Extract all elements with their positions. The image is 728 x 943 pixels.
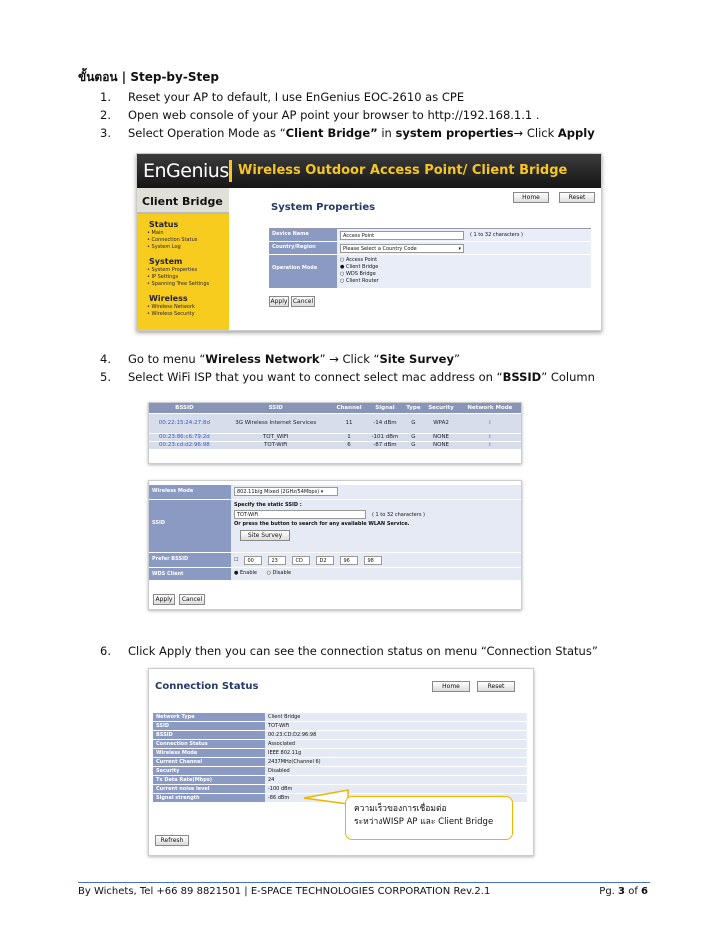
- table-row: Signal strength -86 dBm: [153, 794, 527, 803]
- sidebar-title: Client Bridge: [137, 188, 229, 214]
- page-title: Connection Status: [155, 681, 259, 692]
- steps-list-a: [100, 88, 595, 142]
- bssid-octet-input[interactable]: 96: [340, 556, 358, 565]
- refresh-button[interactable]: Refresh: [155, 835, 189, 846]
- radio-wds-bridge[interactable]: ○ WDS Bridge: [340, 271, 376, 277]
- site-survey-button[interactable]: Site Survey: [240, 530, 290, 541]
- site-survey-table: [149, 403, 521, 449]
- screenshot-site-survey: [148, 402, 522, 464]
- sidebar: [137, 188, 229, 331]
- footer-divider: [78, 882, 650, 883]
- step-4: 4. Go to menu “Wireless Network” → Click “Site Survey”: [100, 352, 460, 366]
- footer-text: By Wichets, Tel +66 89 8821501 | E-SPACE TECHNOLOGIES CORPORATION Rev.2.1: [78, 886, 491, 897]
- sidebar-item-ip-settings[interactable]: • IP Settings: [147, 274, 179, 280]
- chevron-down-icon: ▾: [320, 489, 324, 495]
- info-icon[interactable]: i: [459, 413, 521, 433]
- main-panel: [229, 188, 601, 330]
- step-2: 2. Open web console of your AP point your browser to http://192.168.1.1 .: [100, 108, 540, 122]
- sidebar-group-status: Status: [149, 220, 179, 229]
- country-select[interactable]: Please Select a Country Code ▾: [340, 244, 464, 253]
- sidebar-item-wireless-security[interactable]: • Wireless Security: [147, 311, 195, 317]
- table-row: Connection Status Associated: [153, 740, 527, 749]
- table-row: Current Channel 2437MHz(Channel 6): [153, 758, 527, 767]
- step-1: 1. Reset your AP to default, I use EnGenius EOC-2610 as CPE: [100, 90, 465, 104]
- screenshot-wireless-settings: [148, 480, 522, 610]
- sidebar-item-connection-status[interactable]: • Connection Status: [147, 237, 198, 243]
- table-row: Wireless Mode IEEE 802.11g: [153, 749, 527, 758]
- row-prefer-bssid: Prefer BSSID ☐ 00 23 CD D2 96 98: [149, 553, 521, 567]
- page-number: Pg. 3 of 6: [599, 886, 648, 897]
- row-operation-mode: Operation Mode ○ Access Point ● Client Bridge ○ WDS Bridge ○ Client Router: [269, 255, 591, 289]
- ssid-input[interactable]: TOT-WiFi: [234, 510, 366, 519]
- reset-button[interactable]: Reset: [559, 192, 595, 203]
- reset-button[interactable]: Reset: [477, 681, 515, 692]
- engenius-logo: EnGenius: [143, 160, 229, 182]
- home-button[interactable]: Home: [513, 192, 549, 203]
- steps-list-b: [100, 350, 595, 386]
- step-5: 5. Select WiFi ISP that you want to connect select mac address on “BSSID” Column: [100, 370, 595, 384]
- apply-button[interactable]: Apply: [270, 298, 288, 305]
- banner-title: Wireless Outdoor Access Point/ Client Bridge: [229, 160, 567, 182]
- home-button[interactable]: Home: [432, 681, 470, 692]
- bssid-octet-input[interactable]: CD: [292, 556, 310, 565]
- table-row: Security Disabled: [153, 767, 527, 776]
- sidebar-item-system-log[interactable]: • System Log: [147, 244, 181, 250]
- screenshot-system-properties: [136, 153, 602, 331]
- bssid-octet-input[interactable]: 23: [268, 556, 286, 565]
- step-6: 6. Click Apply then you can see the connection status on menu “Connection Status”: [100, 644, 598, 658]
- table-row: Network Type Client Bridge: [153, 713, 527, 722]
- sidebar-item-main[interactable]: • Main: [147, 230, 164, 236]
- system-properties-table: [269, 228, 591, 289]
- bssid-link[interactable]: 00:23:cd:d2:96:98: [149, 441, 220, 449]
- sidebar-item-wireless-network[interactable]: • Wireless Network: [147, 304, 195, 310]
- cancel-button[interactable]: Cancel: [292, 298, 314, 305]
- device-name-input[interactable]: Access Point: [340, 231, 464, 240]
- info-icon[interactable]: i: [459, 441, 521, 449]
- table-row: Tx Data Rate(Mbps) 24: [153, 776, 527, 785]
- speed-callout: ความเร็วของการเชื่อมต่อ ระหว่างWISP AP และ Client Bridge: [345, 796, 513, 840]
- cancel-button[interactable]: Cancel: [179, 594, 205, 605]
- radio-client-bridge[interactable]: ● Client Bridge: [340, 264, 379, 270]
- bssid-octet-input[interactable]: 98: [364, 556, 382, 565]
- bssid-octet-input[interactable]: 00: [244, 556, 262, 565]
- wireless-mode-select[interactable]: 802.11b/g Mixed (2GHz/54Mbps) ▾: [234, 487, 338, 496]
- bssid-link[interactable]: 00:23:86:c6:79:2d: [149, 433, 220, 441]
- row-wireless-mode: Wireless Mode 802.11b/g Mixed (2GHz/54Mbps) ▾: [149, 485, 521, 499]
- sidebar-item-system-properties[interactable]: • System Properties: [147, 267, 198, 273]
- info-icon[interactable]: i: [459, 433, 521, 441]
- checkbox[interactable]: ☐: [234, 557, 239, 563]
- table-row: 00:23:cd:d2:96:98 TOT-WiFi 6 -87 dBm G NONE i: [149, 441, 521, 449]
- radio-enable[interactable]: ● Enable: [234, 570, 257, 576]
- sidebar-group-system: System: [149, 257, 183, 266]
- section-heading: ขั้นตอน | Step-by-Step: [78, 70, 219, 84]
- step-3: 3. Select Operation Mode as “Client Bridge” in system properties→ Click Apply: [100, 126, 595, 140]
- radio-client-router[interactable]: ○ Client Router: [340, 278, 379, 284]
- table-row: 00:22:15:24:27:8d 3G Wireless Internet Services 11 -14 dBm G WPA2 i: [149, 413, 521, 433]
- row-wds-client: WDS Client ● Enable ○ Disable: [149, 568, 521, 580]
- steps-list-c: [100, 642, 598, 660]
- table-row: Current noise level -100 dBm: [153, 785, 527, 794]
- table-header-row: BSSID SSID Channel Signal Type Security Network Mode: [149, 403, 521, 413]
- row-ssid: SSID Specify the static SSID : TOT-WiFi ( 1 to 32 characters ) Or press the button to search for any available WLAN Service. Site Survey: [149, 500, 521, 552]
- row-country: Country/Region Please Select a Country Code ▾: [269, 242, 591, 255]
- bssid-octet-input[interactable]: D2: [316, 556, 334, 565]
- radio-disable[interactable]: ○ Disable: [266, 570, 292, 576]
- table-row: BSSID 00:23:CD:D2:96:98: [153, 731, 527, 740]
- table-row: 00:23:86:c6:79:2d TOT_WIFI 1 -101 dBm G NONE i: [149, 433, 521, 441]
- bssid-link[interactable]: 00:22:15:24:27:8d: [149, 413, 220, 433]
- engenius-banner: [137, 154, 601, 188]
- sidebar-item-spanning-tree[interactable]: • Spanning Tree Settings: [147, 281, 210, 287]
- apply-button[interactable]: Apply: [153, 594, 175, 605]
- chevron-down-icon: ▾: [458, 245, 461, 252]
- radio-access-point[interactable]: ○ Access Point: [340, 257, 378, 263]
- row-device-name: Device Name Access Point ( 1 to 32 characters ): [269, 229, 591, 242]
- table-row: SSID TOT-WiFi: [153, 722, 527, 731]
- sidebar-group-wireless: Wireless: [149, 294, 188, 303]
- callout-arrow: [300, 786, 350, 810]
- page-title: System Properties: [271, 202, 376, 213]
